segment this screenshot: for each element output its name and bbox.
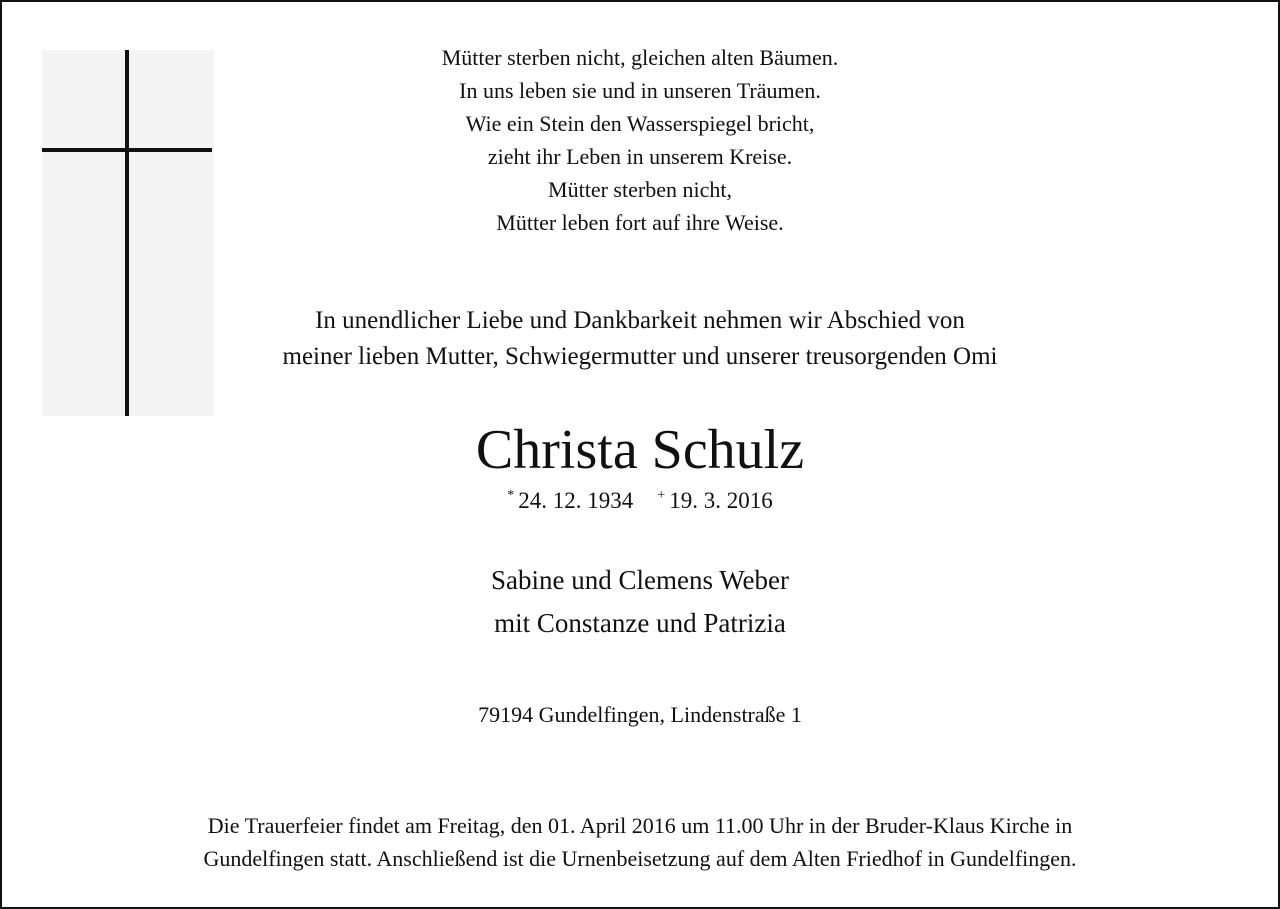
death-date: 19. 3. 2016 (669, 488, 773, 513)
funeral-notice-line-1: Die Trauerfeier findet am Freitag, den 01. April 2016 um 11.00 Uhr in der Bruder-Klaus Kirche in (207, 813, 1073, 838)
address: 79194 Gundelfingen, Lindenstraße 1 (478, 702, 802, 727)
poem-line-5: Mütter sterben nicht, (548, 177, 732, 202)
poem-line-4: zieht ihr Leben in unserem Kreise. (487, 144, 793, 169)
funeral-notice-line-2: Gundelfingen statt. Anschließend ist die Urnenbeisetzung auf dem Alten Friedhof in Gundelfingen. (203, 846, 1077, 871)
mourners-line-2: mit Constanze und Patrizia (494, 608, 786, 638)
intro-line-2: meiner lieben Mutter, Schwiegermutter und unserer treusorgenden Omi (282, 343, 998, 370)
intro-line-1: In unendlicher Liebe und Dankbarkeit nehmen wir Abschied von (315, 307, 965, 334)
life-dates (0, 488, 1280, 514)
birth-symbol: * (507, 488, 515, 503)
deceased-name: Christa Schulz (475, 419, 805, 481)
poem-line-3: Wie ein Stein den Wasserspiegel bricht, (465, 111, 815, 136)
poem-line-2: In uns leben sie und in unseren Träumen. (459, 78, 821, 103)
poem-line-6: Mütter leben fort auf ihre Weise. (496, 210, 784, 235)
birth-date: 24. 12. 1934 (518, 488, 634, 513)
poem-line-1: Mütter sterben nicht, gleichen alten Bäumen. (441, 45, 839, 70)
mourners-line-1: Sabine und Clemens Weber (490, 565, 789, 595)
death-symbol: + (657, 488, 666, 503)
